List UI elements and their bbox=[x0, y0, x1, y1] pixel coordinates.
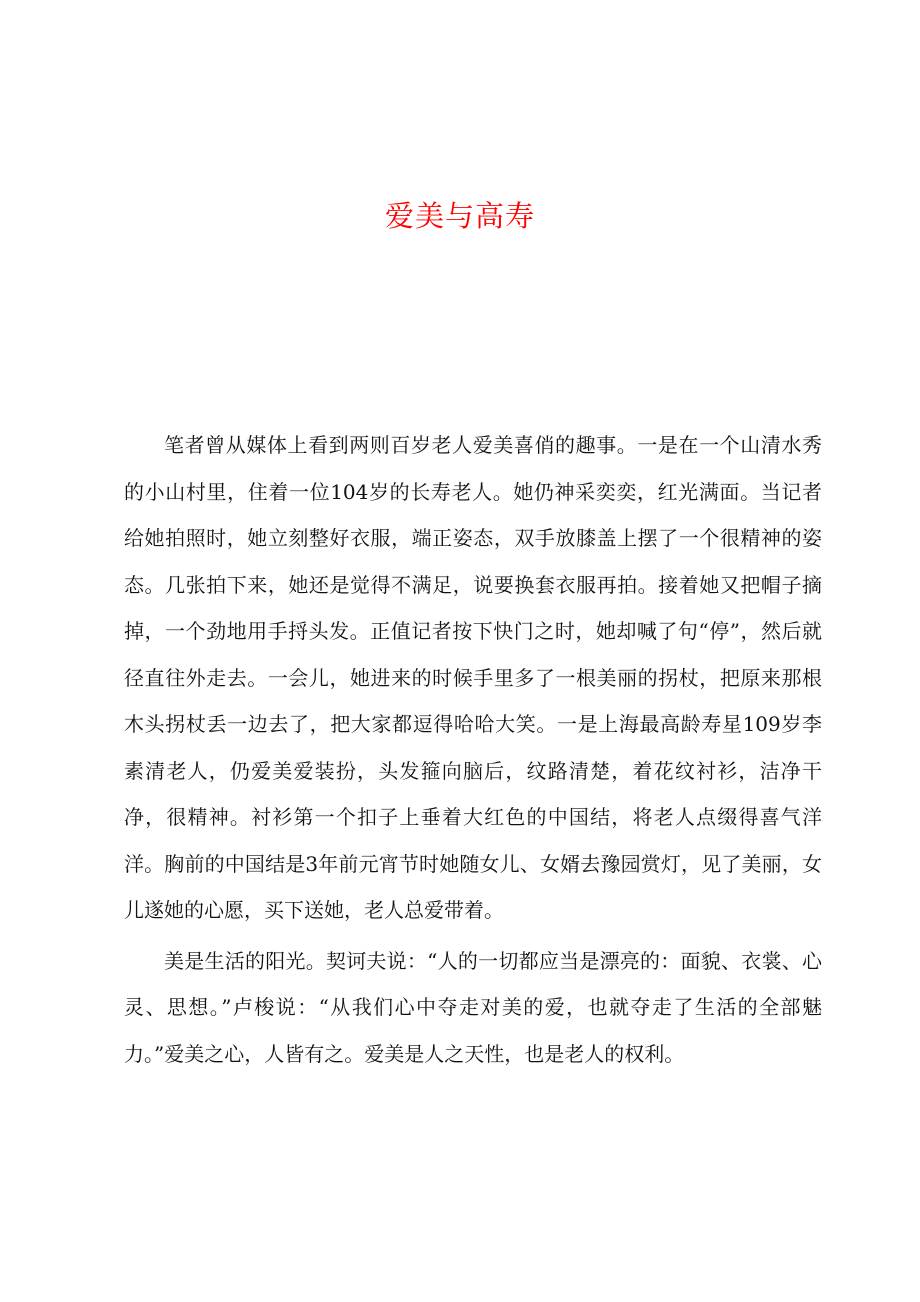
paragraph-2: 美是生活的阳光。契诃夫说：“人的一切都应当是漂亮的：面貌、衣裳、心灵、思想。”卢梭说：“从我们心中夺走对美的爱，也就夺走了生活的全部魅力。”爱美之心，人皆有之。爱美是人之天性，也是老人的权利。 bbox=[124, 948, 822, 1066]
document-title: 爱美与高寿 bbox=[384, 199, 535, 233]
paragraph-1: 笔者曾从媒体上看到两则百岁老人爱美喜俏的趣事。一是在一个山清水秀的小山村里，住着一位104岁的长寿老人。她仍神采奕奕，红光满面。当记者给她拍照时，她立刻整好衣服，端正姿态，双手放膝盖上摆了一个很精神的姿态。几张拍下来，她还是觉得不满足，说要换套衣服再拍。接着她又把帽子摘掉，一个劲地用手捋头发。正值记者按下快门之时，她却喊了句“停”，然后就径直往外走去。一会儿，她进来的时候手里多了一根美丽的拐杖，把原来那根木头拐杖丢一边去了，把大家都逗得哈哈大笑。一是上海最高龄寿星109岁李素清老人，仍爱美爱装扮，头发箍向脑后，纹路清楚，着花纹衬衫，洁净干净，很精神。衬衫第一个扣子上垂着大红色的中国结，将老人点缀得喜气洋洋。胸前的中国结是3年前元宵节时她随女儿、女婿去豫园赏灯，见了美丽，女儿遂她的心愿，买下送她，老人总爱带着。 bbox=[124, 433, 822, 922]
document-body bbox=[124, 422, 822, 1081]
